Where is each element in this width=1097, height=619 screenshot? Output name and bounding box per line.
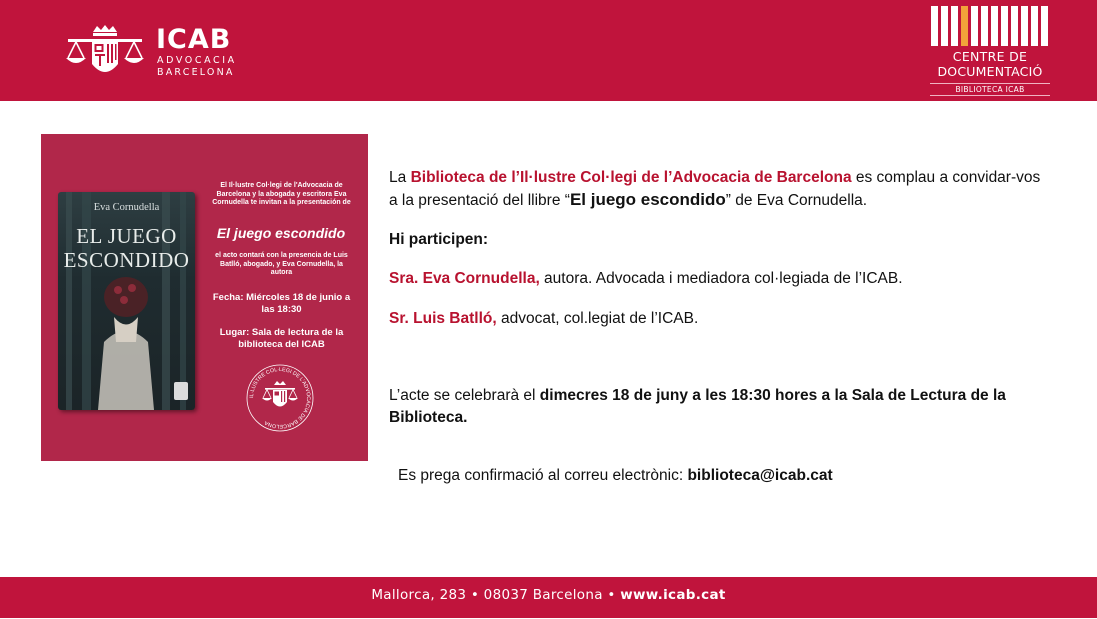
participant-1-name: Sra. Eva Cornudella, bbox=[389, 270, 540, 287]
confirmation-email-link[interactable]: biblioteca@icab.cat bbox=[687, 467, 833, 484]
poster-lugar: Lugar: Sala de lectura de la biblioteca del ICAB bbox=[219, 327, 344, 350]
icab-name: ICAB bbox=[156, 24, 232, 55]
footer-address: Mallorca, 283 • 08037 Barcelona • bbox=[371, 587, 621, 603]
centre-label-line3: BIBLIOTECA ICAB bbox=[930, 83, 1050, 96]
book-author: Eva Cornudella bbox=[93, 202, 160, 213]
book-cover bbox=[58, 192, 195, 410]
library-name: Biblioteca de l’Il·lustre Col·legi de l’Advocacia de Barcelona bbox=[410, 169, 852, 186]
scales-of-justice-crest-icon bbox=[66, 24, 144, 80]
event-details bbox=[389, 385, 1049, 429]
intro-pre: La bbox=[389, 169, 411, 186]
icab-subtitle-advocacia: ADVOCACIA bbox=[157, 55, 237, 66]
centre-documentacio-logo[interactable] bbox=[930, 6, 1050, 98]
header-banner bbox=[0, 0, 1097, 101]
event-pre: L’acte se celebrarà el bbox=[389, 387, 540, 404]
poster-title: El juego escondido bbox=[216, 225, 346, 241]
participants-heading: Hi participen: bbox=[389, 231, 489, 248]
participant-1 bbox=[389, 268, 1079, 290]
footer-address-line bbox=[0, 587, 1097, 603]
event-datetime-place: dimecres 18 de juny a les 18:30 hores a la Sala de Lectura de la Biblioteca. bbox=[389, 387, 1006, 426]
intro-mid: es complau a convidar-vos a la presentació del llibre “ bbox=[389, 169, 1041, 209]
intro-paragraph bbox=[389, 167, 1049, 212]
participant-2-name: Sr. Luis Batlló, bbox=[389, 310, 497, 327]
participant-2-desc: advocat, col.legiat de l’ICAB. bbox=[496, 310, 699, 327]
poster-fecha: Fecha: Miércoles 18 de junio a las 18:30 bbox=[212, 292, 351, 315]
stripes-logo-icon bbox=[931, 6, 1048, 46]
centre-label-line1: CENTRE DE bbox=[952, 49, 1028, 64]
icab-seal-icon bbox=[245, 363, 315, 433]
icab-subtitle-barcelona: BARCELONA bbox=[157, 67, 235, 78]
book-title-line2: ESCONDIDO bbox=[63, 248, 190, 272]
centre-label-line2: DOCUMENTACIÓ bbox=[937, 64, 1043, 79]
seal-ring-text: IL·LUSTRE COL·LEGI DE L'ADVOCACIA DE BARCELONA bbox=[248, 366, 312, 430]
footer-banner bbox=[0, 577, 1097, 618]
footer-website-link[interactable]: www.icab.cat bbox=[620, 587, 726, 603]
event-poster bbox=[41, 134, 368, 461]
confirmation-line bbox=[398, 465, 1088, 487]
poster-invite-text: El Il·lustre Col·legi de l'Advocacia de Barcelona y la abogada y escritora Eva Cornudella te invitan a la presentación de bbox=[212, 182, 351, 207]
confirmation-pre: Es prega confirmació al correu electrònic: bbox=[398, 467, 688, 484]
poster-acto-text: el acto contará con la presencia de Luis Batlló, abogado, y Eva Cornudella, la autora bbox=[215, 252, 348, 277]
book-title-line1: EL JUEGO bbox=[76, 224, 177, 248]
participant-2 bbox=[389, 308, 1079, 330]
publisher-badge bbox=[174, 382, 188, 400]
icab-logo[interactable] bbox=[66, 24, 246, 80]
participant-1-desc: autora. Advocada i mediadora col·legiada de l’ICAB. bbox=[539, 270, 903, 287]
intro-post: ” de Eva Cornudella. bbox=[725, 192, 868, 209]
book-title-inline: El juego escondido bbox=[569, 190, 726, 209]
